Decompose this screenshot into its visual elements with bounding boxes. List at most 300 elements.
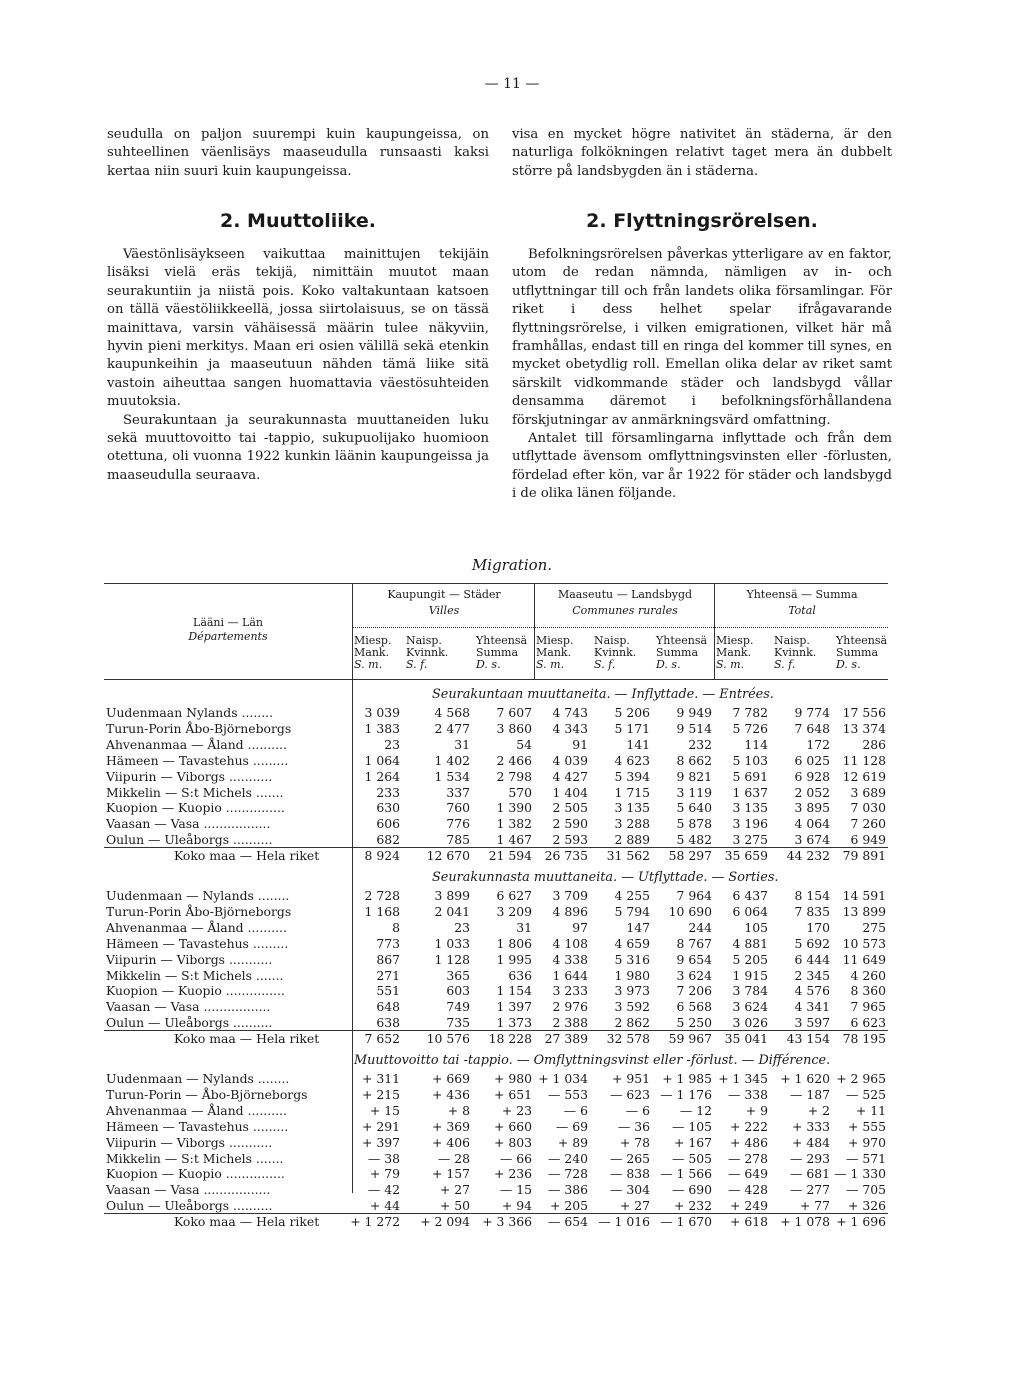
value-cell: + 618: [730, 1214, 768, 1230]
value-cell: 3 624: [732, 999, 768, 1015]
col-subheader-line: Summa: [836, 646, 879, 659]
value-cell: 6 623: [850, 1015, 886, 1031]
value-cell: 760: [446, 800, 470, 816]
value-cell: 43 154: [786, 1031, 830, 1047]
value-cell: 735: [446, 1015, 470, 1031]
value-cell: 1 995: [496, 951, 532, 967]
value-cell: 2 889: [614, 832, 650, 848]
value-cell: 6 627: [496, 888, 532, 903]
dept-cell: Hämeen — Tavastehus .........: [106, 935, 289, 951]
table-row: [104, 737, 888, 753]
value-cell: 3 209: [496, 903, 532, 919]
table-total-row: [104, 1214, 888, 1230]
value-cell: 232: [688, 736, 712, 752]
value-cell: + 484: [792, 1134, 830, 1150]
value-cell: 3 026: [732, 1015, 768, 1031]
dept-cell: Koko maa — Hela riket: [174, 848, 320, 864]
value-cell: 44 232: [786, 848, 830, 864]
value-cell: 3 973: [614, 983, 650, 999]
value-cell: 21 594: [488, 848, 532, 864]
value-cell: — 1 176: [660, 1086, 712, 1102]
value-cell: 9 654: [676, 951, 712, 967]
col-subheader: [476, 635, 532, 671]
value-cell: 10 690: [668, 903, 712, 919]
table-row: [104, 904, 888, 920]
value-cell: — 338: [728, 1086, 768, 1102]
dept-cell: Hämeen — Tavastehus .........: [106, 752, 289, 768]
value-cell: + 311: [362, 1071, 400, 1086]
value-cell: + 94: [501, 1198, 532, 1214]
table-row: [104, 1103, 888, 1119]
value-cell: 2 466: [496, 752, 532, 768]
value-cell: 2 593: [552, 832, 588, 848]
value-cell: + 291: [362, 1118, 400, 1134]
table-row: [104, 1166, 888, 1182]
value-cell: 7 652: [364, 1031, 400, 1047]
value-cell: + 79: [369, 1166, 400, 1182]
left-intro-text: seudulla on paljon suurempi kuin kaupungeissa, on suhteellinen väenlisäys maaseudulla runsaasti kaksi kertaa niin suuri kuin kaupungeissa.: [107, 127, 489, 179]
value-cell: 6 437: [732, 888, 768, 903]
dept-cell: Ahvenanmaa — Åland ..........: [106, 1102, 287, 1118]
value-cell: + 1 034: [538, 1071, 588, 1086]
col-rule-2: [534, 583, 535, 679]
value-cell: 5 171: [614, 720, 650, 736]
value-cell: — 1 670: [660, 1214, 712, 1230]
dept-cell: Vaasan — Vasa .................: [106, 999, 271, 1015]
value-cell: 5 726: [732, 720, 768, 736]
value-cell: + 1 345: [718, 1071, 768, 1086]
value-cell: — 728: [548, 1166, 588, 1182]
col-subheader-line: Mank.: [354, 646, 390, 659]
col-subheader: [836, 635, 886, 671]
value-cell: + 660: [494, 1118, 532, 1134]
value-cell: + 1 696: [836, 1214, 886, 1230]
value-cell: 7 648: [794, 720, 830, 736]
value-cell: 7 206: [676, 983, 712, 999]
value-cell: + 89: [557, 1134, 588, 1150]
value-cell: 4 255: [614, 888, 650, 903]
dept-cell: Oulun — Uleåborgs ..........: [106, 1198, 273, 1214]
value-cell: — 69: [555, 1118, 588, 1134]
value-cell: 867: [376, 951, 400, 967]
value-cell: 4 623: [614, 752, 650, 768]
section-title: Muuttovoitto tai -tappio. — Omflyttningsvinst eller -förlust. — Différence.: [354, 1053, 831, 1068]
value-cell: — 15: [499, 1182, 532, 1198]
value-cell: + 249: [730, 1198, 768, 1214]
value-cell: 749: [446, 999, 470, 1015]
table-row: [104, 785, 888, 801]
value-cell: 9 774: [794, 705, 830, 720]
dept-cell: Koko maa — Hela riket: [174, 1214, 320, 1230]
value-cell: 91: [572, 736, 588, 752]
dept-cell: Viipurin — Viborgs ...........: [106, 1134, 273, 1150]
value-cell: 12 619: [842, 768, 886, 784]
value-cell: 648: [376, 999, 400, 1015]
value-cell: 114: [744, 736, 768, 752]
value-cell: 2 388: [552, 1015, 588, 1031]
value-cell: + 2: [807, 1102, 830, 1118]
value-cell: + 1 620: [780, 1071, 830, 1086]
value-cell: 31: [516, 919, 532, 935]
value-cell: 79 891: [842, 848, 886, 864]
value-cell: — 705: [846, 1182, 886, 1198]
table-row: [104, 999, 888, 1015]
value-cell: + 23: [501, 1102, 532, 1118]
value-cell: + 27: [439, 1182, 470, 1198]
dept-cell: Mikkelin — S:t Michels .......: [106, 784, 284, 800]
dept-cell: Oulun — Uleåborgs ..........: [106, 832, 273, 848]
dept-header: Lääni — Län: [193, 616, 263, 629]
value-cell: 26 735: [544, 848, 588, 864]
value-cell: — 187: [790, 1086, 830, 1102]
value-cell: 12 670: [426, 848, 470, 864]
value-cell: — 623: [610, 1086, 650, 1102]
dept-cell: Kuopion — Kuopio ...............: [106, 800, 285, 816]
value-cell: 5 482: [676, 832, 712, 848]
value-cell: — 105: [672, 1118, 712, 1134]
value-cell: — 505: [672, 1150, 712, 1166]
value-cell: 31 562: [606, 848, 650, 864]
value-cell: 8 924: [364, 848, 400, 864]
left-paragraph-2: Seurakuntaan ja seurakunnasta muuttaneiden luku sekä muuttovoitto tai -tappio, sukupuolijako huomioon otettuna, oli vuonna 1922 kunkin läänin kaupungeissa ja maaseudulla seuraava.: [107, 412, 489, 483]
table-row: [104, 968, 888, 984]
value-cell: 1 715: [614, 784, 650, 800]
value-cell: + 951: [612, 1071, 650, 1086]
value-cell: 7 607: [496, 705, 532, 720]
value-cell: 1 264: [364, 768, 400, 784]
value-cell: 1 064: [364, 752, 400, 768]
value-cell: — 240: [548, 1150, 588, 1166]
dept-cell: Turun-Porin — Åbo-Björneborgs: [106, 1086, 308, 1102]
value-cell: 9 949: [676, 705, 712, 720]
value-cell: + 215: [362, 1086, 400, 1102]
value-cell: 5 794: [614, 903, 650, 919]
value-cell: 9 821: [676, 768, 712, 784]
table-row: [104, 705, 888, 721]
value-cell: 97: [572, 919, 588, 935]
table-caption: Migration.: [471, 556, 553, 574]
col-subheader-line: S. m.: [716, 658, 745, 671]
right-intro-text: visa en mycket högre nativitet än städerna, är den naturliga folkökningen relativt taget mera än dubbelt större på landsbygden än i städerna.: [512, 127, 892, 179]
value-cell: 8 767: [676, 935, 712, 951]
table-row: [104, 1198, 888, 1214]
col-subheader: [406, 635, 470, 671]
value-cell: 3 860: [496, 720, 532, 736]
value-cell: 78 195: [842, 1031, 886, 1047]
value-cell: — 386: [548, 1182, 588, 1198]
value-cell: 6 949: [850, 832, 886, 848]
value-cell: 5 394: [614, 768, 650, 784]
value-cell: + 555: [848, 1118, 886, 1134]
dept-cell: Vaasan — Vasa .................: [106, 1182, 271, 1198]
dept-cell: Oulun — Uleåborgs ..........: [106, 1015, 273, 1031]
value-cell: — 690: [672, 1182, 712, 1198]
dept-cell: Hämeen — Tavastehus .........: [106, 1118, 289, 1134]
value-cell: 3 119: [676, 784, 712, 800]
value-cell: 9 514: [676, 720, 712, 736]
col-subheader-line: Mank.: [716, 646, 752, 659]
migration-table: [104, 583, 888, 1230]
col-subheader: [594, 635, 650, 671]
value-cell: — 1 016: [598, 1214, 650, 1230]
value-cell: 2 477: [434, 720, 470, 736]
value-cell: + 651: [494, 1086, 532, 1102]
value-cell: — 38: [367, 1150, 400, 1166]
col-subheader-line: Miesp.: [354, 634, 392, 647]
col-subheader: [536, 635, 588, 671]
dept-cell: Kuopion — Kuopio ...............: [106, 983, 285, 999]
value-cell: 1 383: [364, 720, 400, 736]
value-cell: — 12: [679, 1102, 712, 1118]
value-cell: 18 228: [488, 1031, 532, 1047]
value-cell: 2 976: [552, 999, 588, 1015]
page-number: — 11 —: [484, 76, 540, 92]
table-total-row: [104, 848, 888, 864]
value-cell: 636: [508, 967, 532, 983]
value-cell: 170: [806, 919, 830, 935]
group-rural-header: Maaseutu — Landsbygd: [557, 588, 693, 601]
value-cell: 1 404: [552, 784, 588, 800]
value-cell: + 326: [848, 1198, 886, 1214]
value-cell: 275: [862, 919, 886, 935]
dept-cell: Viipurin — Viborgs ...........: [106, 768, 273, 784]
value-cell: 1 402: [434, 752, 470, 768]
value-cell: 773: [376, 935, 400, 951]
value-cell: + 157: [432, 1166, 470, 1182]
value-cell: 3 275: [732, 832, 768, 848]
value-cell: + 369: [432, 1118, 470, 1134]
value-cell: 4 743: [552, 705, 588, 720]
value-cell: 785: [446, 832, 470, 848]
table-row: [104, 1015, 888, 1031]
value-cell: 3 689: [850, 784, 886, 800]
value-cell: + 50: [439, 1198, 470, 1214]
value-cell: — 36: [617, 1118, 650, 1134]
value-cell: 233: [376, 784, 400, 800]
value-cell: 7 260: [850, 816, 886, 832]
value-cell: — 6: [563, 1102, 588, 1118]
col-subheader-line: Miesp.: [536, 634, 574, 647]
value-cell: — 6: [625, 1102, 650, 1118]
table-row: [104, 1087, 888, 1103]
value-cell: + 15: [369, 1102, 400, 1118]
value-cell: — 277: [790, 1182, 830, 1198]
group-rural-header-fr: Communes rurales: [572, 604, 678, 617]
value-cell: 5 692: [794, 935, 830, 951]
value-cell: 3 592: [614, 999, 650, 1015]
value-cell: 3 674: [794, 832, 830, 848]
value-cell: 2 041: [434, 903, 470, 919]
value-cell: + 406: [432, 1134, 470, 1150]
section-title: Seurakunnasta muuttaneita. — Utflyttade. — Sorties.: [432, 870, 779, 885]
value-cell: 59 967: [668, 1031, 712, 1047]
value-cell: 337: [446, 784, 470, 800]
value-cell: 35 041: [724, 1031, 768, 1047]
table-row: [104, 721, 888, 737]
col-subheader-line: S. m.: [354, 658, 383, 671]
table-row: [104, 1135, 888, 1151]
group-towns-header: Kaupungit — Städer: [387, 588, 501, 601]
value-cell: 2 590: [552, 816, 588, 832]
value-cell: 4 896: [552, 903, 588, 919]
value-cell: 2 798: [496, 768, 532, 784]
value-cell: + 78: [619, 1134, 650, 1150]
col-subheader: [354, 635, 400, 671]
value-cell: — 553: [548, 1086, 588, 1102]
value-cell: 4 341: [794, 999, 830, 1015]
col-subheader-line: Naisp.: [594, 634, 630, 647]
value-cell: 1 915: [732, 967, 768, 983]
value-cell: — 649: [728, 1166, 768, 1182]
table-row: [104, 800, 888, 816]
value-cell: 7 964: [676, 888, 712, 903]
col-subheader-line: Mank.: [536, 646, 572, 659]
left-paragraph-1: Väestönlisäykseen vaikuttaa mainittujen tekijäin lisäksi vielä eräs tekijä, nimittäin muutot maan seurakuntiin ja niistä pois. Koko valtakuntaan katsoen on tällä väestöliikkeellä, jossa siirtolaisuus, se on tässä mainittava, varsin vähäisessä määrin tulee näkyviin, hyvin pieni merkitys. Maan eri osien välillä sekä etenkin kaupunkeihin ja maaseutuun nähden tämä liike sitä vastoin aiheuttaa sangen huomattavia väestösuhteiden muutoksia.: [107, 247, 489, 410]
value-cell: — 66: [499, 1150, 532, 1166]
value-cell: 2 345: [794, 967, 830, 983]
value-cell: + 486: [730, 1134, 768, 1150]
value-cell: 3 624: [676, 967, 712, 983]
group-total-header: Yhteensä — Summa: [746, 588, 858, 601]
value-cell: 365: [446, 967, 470, 983]
value-cell: + 803: [494, 1134, 532, 1150]
value-cell: 7 835: [794, 903, 830, 919]
value-cell: 570: [508, 784, 532, 800]
col-subheader: [656, 635, 712, 671]
col-rule-3: [714, 583, 715, 679]
col-subheader-line: D. s.: [476, 658, 501, 671]
table-row: [104, 769, 888, 785]
table-row: [104, 816, 888, 832]
col-subheader-line: Naisp.: [774, 634, 810, 647]
value-cell: — 654: [548, 1214, 588, 1230]
value-cell: 11 128: [842, 752, 886, 768]
value-cell: — 293: [790, 1150, 830, 1166]
value-cell: + 2 094: [420, 1214, 470, 1230]
value-cell: 2 505: [552, 800, 588, 816]
value-cell: + 397: [362, 1134, 400, 1150]
value-cell: 682: [376, 832, 400, 848]
dept-cell: Kuopion — Kuopio ...............: [106, 1166, 285, 1182]
right-paragraph-2: Antalet till församlingarna inflyttade och från dem utflyttade ävensom omflyttningsvinsten eller -förlusten, fördelad efter kön, var år 1922 för städer och landsbygd i de olika länen följande.: [512, 431, 892, 502]
right-paragraph-1: Befolkningsrörelsen påverkas ytterligare av en faktor, utom de redan nämnda, nämligen av in- och utflyttningar till och från landets olika församlingar. För riket i dess helhet spelar ifrågavarande flyttningsrörelse, i vilken emigrationen, vilket här må framhållas, endast till en ringa del kommer till synes, en mycket obetydlig roll. Emellan olika delar av riket samt särskilt vidkommande städer och landsbygd vållar densamma däremot i befolkningsförhållandena förskjutningar av anmärkningsvärd omfattning.: [512, 247, 892, 428]
dept-cell: Turun-Porin Åbo-Björneborgs: [106, 903, 292, 919]
value-cell: 105: [744, 919, 768, 935]
dept-cell: Turun-Porin Åbo-Björneborgs: [106, 720, 292, 736]
value-cell: 6 025: [794, 752, 830, 768]
value-cell: — 42: [367, 1182, 400, 1198]
value-cell: 4 108: [552, 935, 588, 951]
value-cell: — 1 330: [834, 1166, 886, 1182]
value-cell: 23: [454, 919, 470, 935]
value-cell: + 2 965: [836, 1071, 886, 1086]
value-cell: 4 659: [614, 935, 650, 951]
value-cell: 4 064: [794, 816, 830, 832]
value-cell: 5 205: [732, 951, 768, 967]
table-row: [104, 888, 888, 904]
value-cell: 3 288: [614, 816, 650, 832]
value-cell: + 9: [745, 1102, 768, 1118]
value-cell: 2 862: [614, 1015, 650, 1031]
value-cell: 13 899: [842, 903, 886, 919]
col-subheader-line: Yhteensä: [656, 634, 708, 647]
value-cell: 5 103: [732, 752, 768, 768]
value-cell: 4 568: [434, 705, 470, 720]
value-cell: — 1 566: [660, 1166, 712, 1182]
value-cell: 3 709: [552, 888, 588, 903]
value-cell: 1 534: [434, 768, 470, 784]
value-cell: 271: [376, 967, 400, 983]
dept-cell: Ahvenanmaa — Åland ..........: [106, 919, 287, 935]
dept-cell: Mikkelin — S:t Michels .......: [106, 967, 284, 983]
value-cell: + 27: [619, 1198, 650, 1214]
value-cell: 244: [688, 919, 712, 935]
table-row: [104, 832, 888, 848]
value-cell: 8 662: [676, 752, 712, 768]
col-subheader-line: Miesp.: [716, 634, 754, 647]
col-subheader-line: Summa: [656, 646, 699, 659]
value-cell: + 44: [369, 1198, 400, 1214]
value-cell: 1 644: [552, 967, 588, 983]
value-cell: 35 659: [724, 848, 768, 864]
value-cell: 8: [392, 919, 400, 935]
value-cell: 6 064: [732, 903, 768, 919]
value-cell: 13 374: [842, 720, 886, 736]
value-cell: — 304: [610, 1182, 650, 1198]
value-cell: + 11: [855, 1102, 886, 1118]
value-cell: 3 135: [732, 800, 768, 816]
col-subheader-line: Naisp.: [406, 634, 442, 647]
group-total-header-fr: Total: [788, 604, 816, 617]
group-towns-header-fr: Villes: [428, 604, 460, 617]
value-cell: 8 154: [794, 888, 830, 903]
value-cell: 1 128: [434, 951, 470, 967]
value-cell: 606: [376, 816, 400, 832]
value-cell: + 333: [792, 1118, 830, 1134]
value-cell: 3 597: [794, 1015, 830, 1031]
value-cell: — 265: [610, 1150, 650, 1166]
left-body: [107, 246, 489, 485]
value-cell: 1 637: [732, 784, 768, 800]
value-cell: 14 591: [842, 888, 886, 903]
value-cell: — 28: [437, 1150, 470, 1166]
value-cell: — 838: [610, 1166, 650, 1182]
value-cell: — 571: [846, 1150, 886, 1166]
col-subheader-line: Summa: [476, 646, 519, 659]
table-row: [104, 753, 888, 769]
value-cell: 603: [446, 983, 470, 999]
right-body: [512, 246, 892, 504]
table-row: [104, 1071, 888, 1087]
value-cell: 147: [626, 919, 650, 935]
dept-cell: Vaasan — Vasa .................: [106, 816, 271, 832]
table-row: [104, 1119, 888, 1135]
table-row: [104, 1182, 888, 1198]
value-cell: 3 784: [732, 983, 768, 999]
value-cell: 7 030: [850, 800, 886, 816]
value-cell: 10 576: [426, 1031, 470, 1047]
value-cell: 23: [384, 736, 400, 752]
table-row: [104, 1151, 888, 1167]
value-cell: 17 556: [842, 705, 886, 720]
value-cell: 6 928: [794, 768, 830, 784]
col-subheader-line: Kvinnk.: [594, 646, 637, 659]
value-cell: + 77: [799, 1198, 830, 1214]
value-cell: 1 806: [496, 935, 532, 951]
value-cell: 4 576: [794, 983, 830, 999]
value-cell: + 222: [730, 1118, 768, 1134]
value-cell: 1 033: [434, 935, 470, 951]
